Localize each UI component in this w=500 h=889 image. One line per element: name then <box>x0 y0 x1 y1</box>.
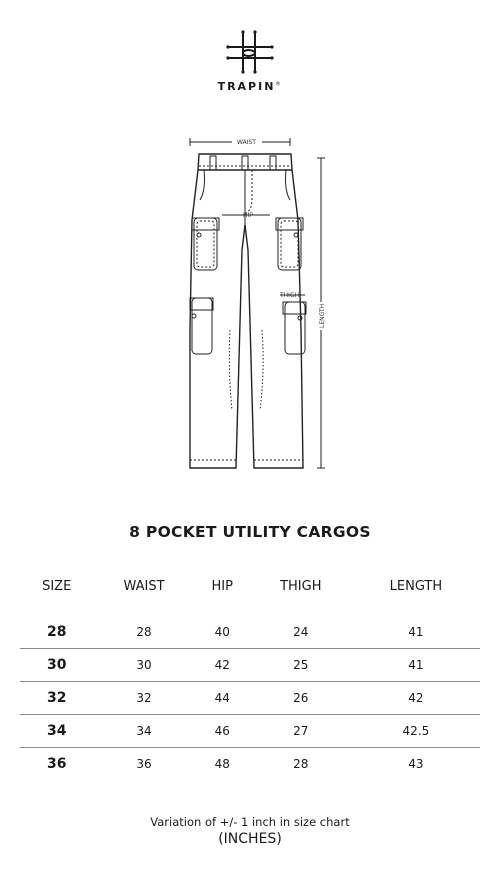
registered-mark: ® <box>275 81 283 88</box>
table-header-row <box>20 570 480 602</box>
header-size: SIZE <box>42 578 72 594</box>
waist-cell: 32 <box>93 682 194 715</box>
header-waist: WAIST <box>123 578 165 594</box>
length-cell: 42 <box>352 682 480 715</box>
size-cell: 34 <box>20 715 93 748</box>
length-cell: 42.5 <box>352 715 480 748</box>
table-row <box>20 715 480 748</box>
units-label: (INCHES) <box>218 831 282 847</box>
cargo-pants-illustration <box>170 130 340 480</box>
thigh-cell: 26 <box>250 682 352 715</box>
size-cell: 30 <box>20 649 93 682</box>
waist-cell: 36 <box>93 748 194 781</box>
length-cell: 41 <box>352 649 480 682</box>
waist-cell: 30 <box>93 649 194 682</box>
waist-cell: 28 <box>136 625 152 639</box>
size-cell: 32 <box>20 682 93 715</box>
size-chart-table <box>20 570 480 780</box>
brand-name <box>0 80 500 93</box>
header-thigh: THIGH <box>280 578 322 594</box>
size-cell: 28 <box>46 624 67 640</box>
table-row <box>20 748 480 781</box>
thigh-cell: 28 <box>250 748 352 781</box>
brand-logo <box>0 28 500 76</box>
waist-cell: 34 <box>93 715 194 748</box>
hip-cell: 40 <box>214 625 230 639</box>
table-row <box>20 616 480 649</box>
table-row <box>20 682 480 715</box>
length-cell: 41 <box>408 625 424 639</box>
pants-measurement-diagram <box>170 130 340 480</box>
size-variation-note: Variation of +/- 1 inch in size chart <box>150 815 350 829</box>
table-row <box>20 649 480 682</box>
thigh-dimension-label: THIGH <box>280 292 300 299</box>
length-cell: 43 <box>352 748 480 781</box>
product-title: 8 POCKET UTILITY CARGOS <box>129 523 371 541</box>
size-cell: 36 <box>20 748 93 781</box>
hip-cell: 44 <box>195 682 250 715</box>
brand-name-text: TRAPIN <box>217 80 276 93</box>
thigh-cell: 27 <box>250 715 352 748</box>
hip-cell: 42 <box>195 649 250 682</box>
hip-cell: 48 <box>195 748 250 781</box>
hip-dimension-label: HIP <box>243 212 253 219</box>
hip-cell: 46 <box>195 715 250 748</box>
cross-grid-logo-icon <box>224 28 276 76</box>
waist-dimension-label: WAIST <box>237 139 256 146</box>
header-length: LENGTH <box>389 578 443 594</box>
header-hip: HIP <box>211 578 233 594</box>
length-dimension-label: LENGTH <box>319 303 326 328</box>
thigh-cell: 24 <box>293 625 309 639</box>
thigh-cell: 25 <box>250 649 352 682</box>
